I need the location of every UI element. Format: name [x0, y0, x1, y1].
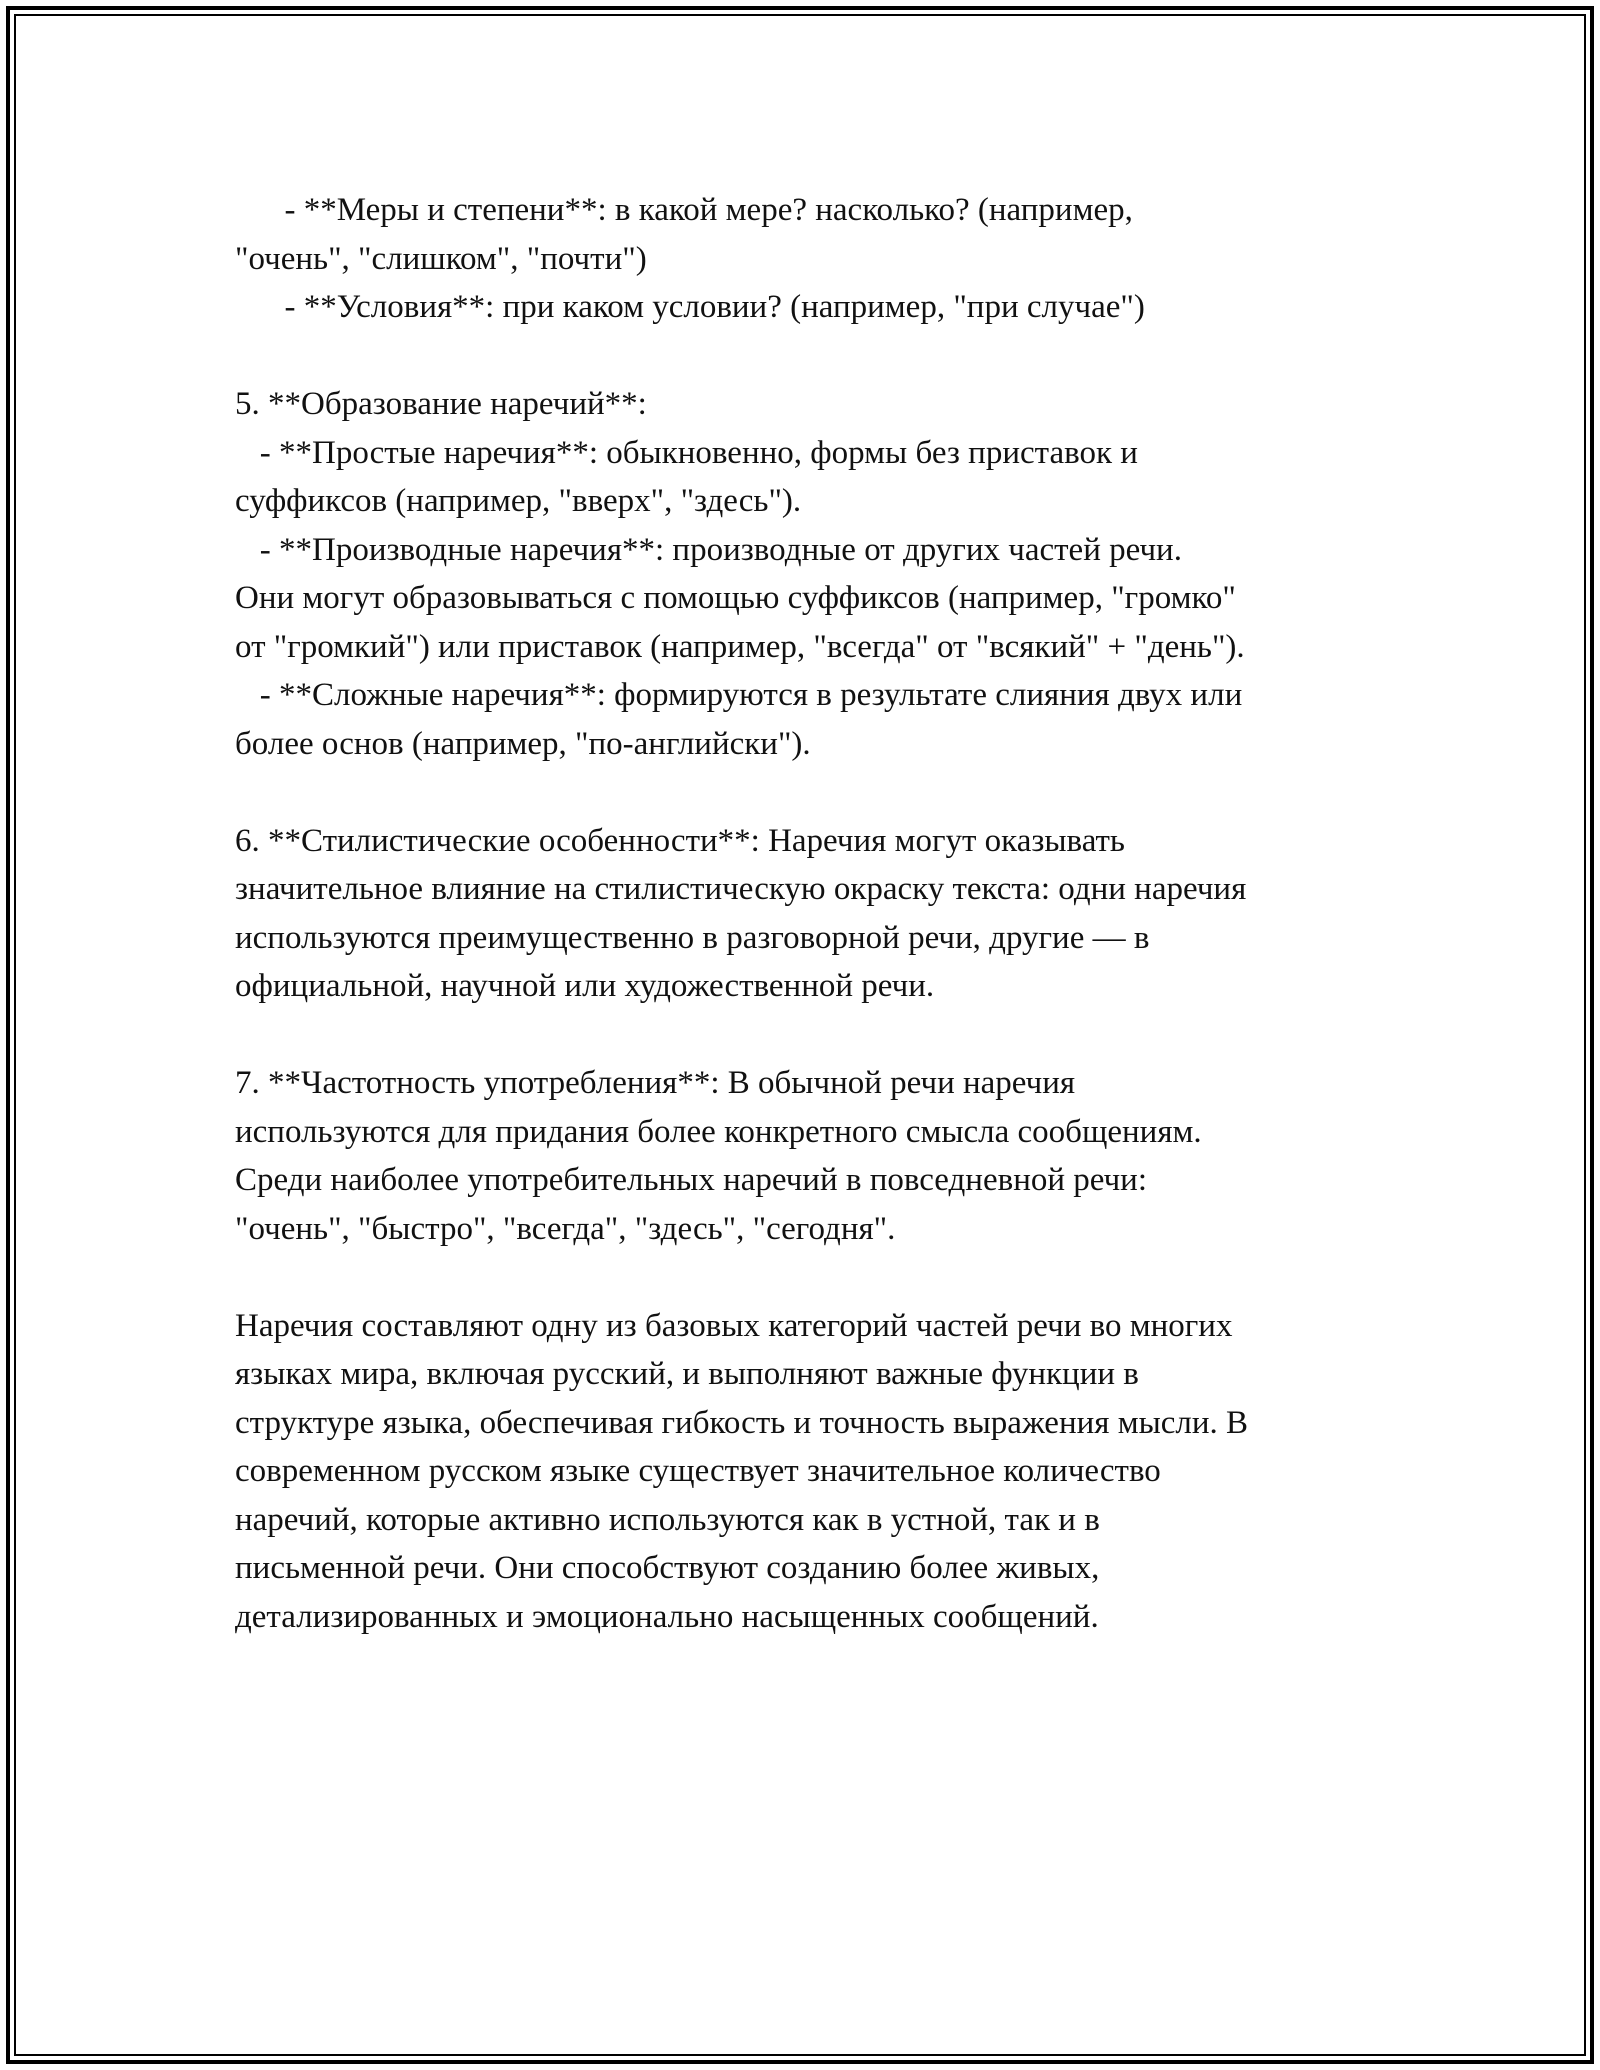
section-heading-7: 7. **Частотность употребления**: В обычной речи наречия — [235, 1065, 1076, 1101]
text-line: "очень", "быстро", "всегда", "здесь", "сегодня". — [235, 1210, 896, 1247]
paragraph-gap — [235, 1011, 1395, 1060]
paragraph-gap — [235, 768, 1395, 817]
text-line: - **Простые наречия**: обыкновенно, формы без приставок и — [235, 434, 1138, 471]
section-heading-6: 6. **Стилистические особенности**: Наречия могут оказывать — [235, 822, 1125, 859]
text-line: используются для придания более конкретного смысла сообщениям. — [235, 1113, 1202, 1150]
conclusion-line: детализированных и эмоционально насыщенных сообщений. — [235, 1598, 1099, 1635]
paragraph-gap — [235, 332, 1395, 381]
document-body — [235, 186, 1395, 1641]
conclusion-line: наречий, которые активно используются как в устной, так и в — [235, 1501, 1100, 1538]
paragraph-gap — [235, 1253, 1395, 1302]
text-line: более основ (например, "по-английски"). — [235, 725, 811, 762]
text-line: - **Сложные наречия**: формируются в результате слияния двух или — [235, 677, 1243, 713]
text-line: официальной, научной или художественной речи. — [235, 968, 935, 1004]
text-line: "очень", "слишком", "почти") — [235, 240, 647, 277]
conclusion-line: языках мира, включая русский, и выполняют важные функции в — [235, 1356, 1139, 1392]
text-line: суффиксов (например, "вверх", "здесь"). — [235, 483, 802, 519]
text-line: - **Условия**: при каком условии? (например, "при случае") — [235, 289, 1145, 325]
conclusion-line: Наречия составляют одну из базовых категорий частей речи во многих — [235, 1307, 1233, 1344]
text-line: Они могут образовываться с помощью суффиксов (например, "громко" — [235, 580, 1236, 616]
conclusion-line: современном русском языке существует значительное количество — [235, 1453, 1161, 1489]
text-line: от "громкий") или приставок (например, "всегда" от "всякий" + "день"). — [235, 628, 1245, 665]
conclusion-line: структуре языка, обеспечивая гибкость и точность выражения мысли. В — [235, 1404, 1249, 1441]
text-line: используются преимущественно в разговорной речи, другие — в — [235, 919, 1150, 956]
text-line: Среди наиболее употребительных наречий в повседневной речи: — [235, 1162, 1148, 1198]
section-heading-5: 5. **Образование наречий**: — [235, 386, 647, 422]
text-line: - **Производные наречия**: производные от других частей речи. — [235, 531, 1182, 568]
conclusion-line: письменной речи. Они способствуют созданию более живых, — [235, 1550, 1100, 1586]
text-line: - **Меры и степени**: в какой мере? насколько? (например, — [235, 192, 1133, 228]
text-line: значительное влияние на стилистическую окраску текста: одни наречия — [235, 871, 1247, 907]
